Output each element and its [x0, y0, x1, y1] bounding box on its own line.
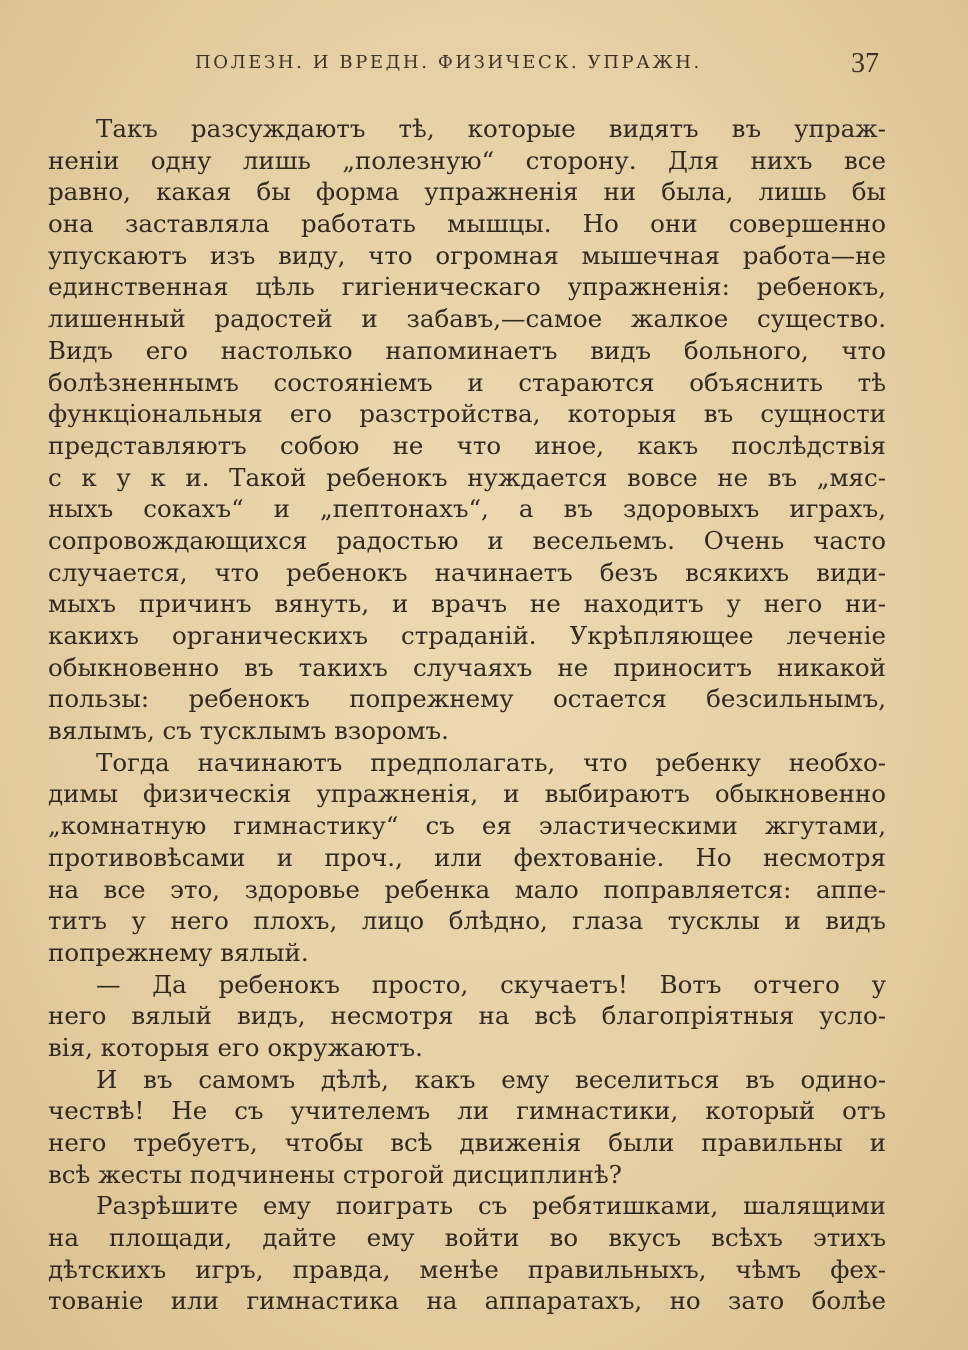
text-line: ныхъ сокахъ“ и „пептонахъ“, а въ здоровыхъ играхъ, — [48, 494, 886, 524]
text-line: вія, которыя его окружаютъ. — [48, 1032, 423, 1062]
text-line: противовѣсами и проч., или фехтованіе. Но несмотря — [48, 842, 886, 872]
text-line: чествѣ! Не съ учителемъ ли гимнастики, который отъ — [48, 1096, 886, 1126]
text-line: димы физическія упражненія, и выбираютъ обыкновенно — [48, 779, 886, 809]
text-line: тованіе или гимнастика на аппаратахъ, но зато болѣе — [48, 1286, 886, 1316]
text-line: титъ у него плохъ, лицо блѣдно, глаза тусклы и видъ — [48, 906, 886, 936]
text-line: пользы: ребенокъ попрежнему остается безсильнымъ, — [48, 684, 886, 714]
text-line: всѣ жесты подчинены строгой дисциплинѣ? — [48, 1159, 622, 1189]
text-line: Такъ разсуждаютъ тѣ, которые видятъ въ упраж- — [96, 114, 886, 143]
text-line: лишенный радостей и забавъ,—самое жалкое существо. — [48, 304, 886, 334]
text-line: случается, что ребенокъ начинаетъ безъ всякихъ види- — [48, 557, 886, 587]
text-line: попрежнему вялый. — [48, 937, 309, 967]
text-line: обыкновенно въ такихъ случаяхъ не приноситъ никакой — [48, 652, 886, 682]
text-line: на площади, дайте ему войти во вкусъ всѣхъ этихъ — [48, 1223, 886, 1253]
text-line: сопровождающихся радостью и весельемъ. Очень часто — [48, 525, 886, 555]
text-line: Разрѣшите ему поиграть съ ребятишками, шалящими — [96, 1191, 886, 1221]
body-text — [48, 113, 886, 1317]
text-line: упускаютъ изъ виду, что огромная мышечная работа—не — [48, 240, 886, 270]
text-line: какихъ органическихъ страданій. Укрѣпляющее леченіе — [48, 621, 886, 650]
text-line: неніи одну лишь „полезную“ сторону. Для нихъ все — [48, 145, 886, 175]
text-line: представляютъ собою не что иное, какъ послѣдствія — [48, 430, 886, 460]
text-line: единственная цѣль гигіеническаго упражненія: ребенокъ, — [48, 272, 886, 302]
text-line: с к у к и. Такой ребенокъ нуждается вовсе не въ „мяс- — [48, 462, 886, 492]
text-line: него требуетъ, чтобы всѣ движенія были правильны и — [48, 1128, 886, 1157]
text-line: И въ самомъ дѣлѣ, какъ ему веселиться въ одино- — [96, 1064, 886, 1094]
text-line: функціональныя его разстройства, которыя въ сущности — [48, 399, 886, 429]
text-line: мыхъ причинъ вянуть, и врачъ не находитъ у него ни- — [48, 589, 886, 619]
text-line: равно, какая бы форма упражненія ни была, лишь бы — [48, 177, 886, 207]
text-line: она заставляла работать мышцы. Но они совершенно — [48, 209, 886, 239]
text-line: дѣтскихъ игръ, правда, менѣе правильныхъ, чѣмъ фех- — [48, 1254, 886, 1284]
text-line: на все это, здоровье ребенка мало поправляется: аппе- — [48, 874, 886, 904]
page-header — [0, 48, 968, 84]
text-line: „комнатную гимнастику“ съ ея эластическими жгутами, — [48, 811, 886, 841]
running-head: ПОЛЕЗН. И ВРЕДН. ФИЗИЧЕСК. УПРАЖН. — [195, 52, 702, 73]
page-number: 37 — [851, 48, 879, 79]
text-line: болѣзненнымъ состояніемъ и стараются объяснить тѣ — [48, 367, 886, 397]
text-line: — Да ребенокъ просто, скучаетъ! Вотъ отчего у — [96, 969, 886, 999]
text-line: Тогда начинаютъ предполагать, что ребенку необхо- — [96, 747, 886, 777]
text-line: него вялый видъ, несмотря на всѣ благопріятныя усло- — [48, 1001, 886, 1031]
text-line: вялымъ, съ тусклымъ взоромъ. — [48, 716, 449, 746]
text-line: Видъ его настолько напоминаетъ видъ больного, что — [48, 335, 886, 365]
